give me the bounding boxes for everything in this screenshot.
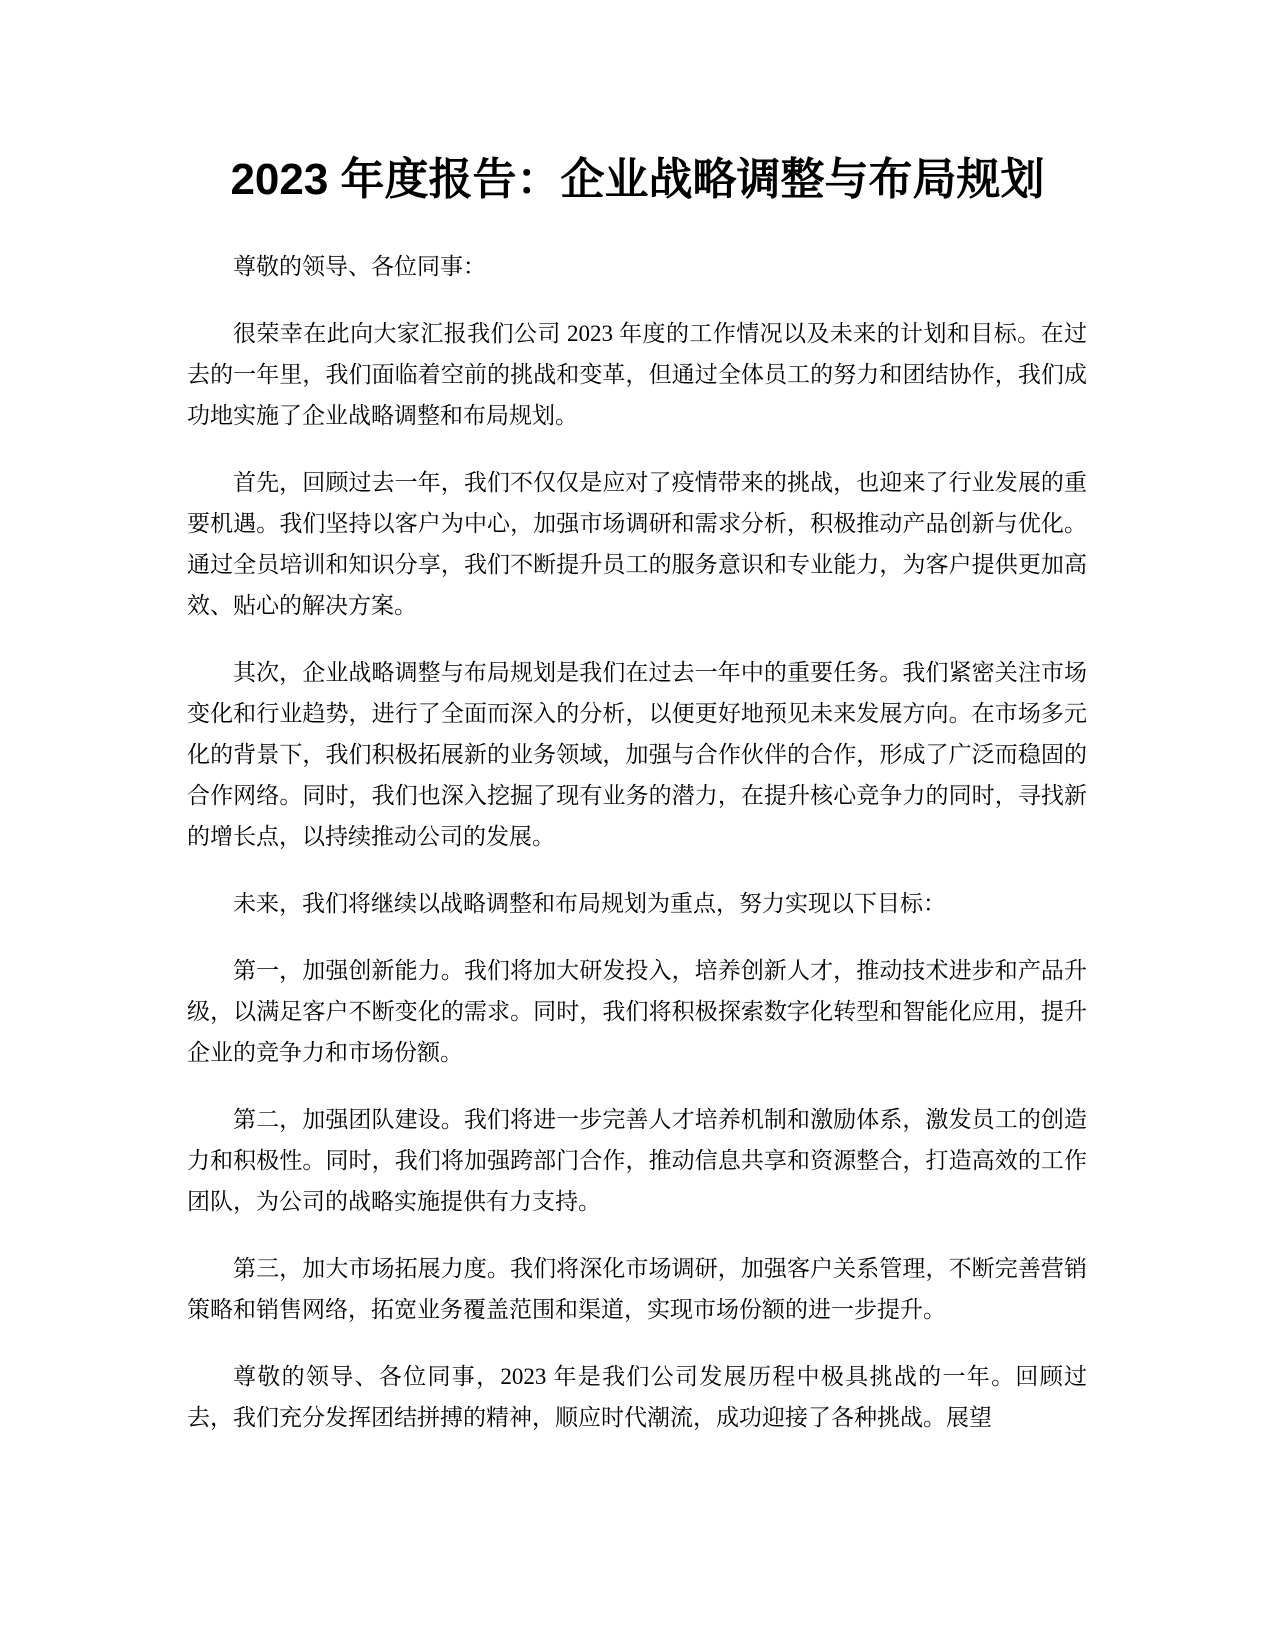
- paragraph-goal-innovation: 第一，加强创新能力。我们将加大研发投入，培养创新人才，推动技术进步和产品升级，以满足客户不断变化的需求。同时，我们将积极探索数字化转型和智能化应用，提升企业的竞争力和市场份额。: [187, 958, 1087, 1065]
- paragraph-goal-market: 第三，加大市场拓展力度。我们将深化市场调研，加强客户关系管理，不断完善营销策略和销售网络，拓宽业务覆盖范围和渠道，实现市场份额的进一步提升。: [187, 1256, 1087, 1322]
- paragraph-strategy: 其次，企业战略调整与布局规划是我们在过去一年中的重要任务。我们紧密关注市场变化和行业趋势，进行了全面而深入的分析，以便更好地预见未来发展方向。在市场多元化的背景下，我们积极拓展新的业务领域，加强与合作伙伴的合作，形成了广泛而稳固的合作网络。同时，我们也深入挖掘了现有业务的潜力，在提升核心竞争力的同时，寻找新的增长点，以持续推动公司的发展。: [187, 660, 1087, 849]
- document-body: [187, 246, 1087, 1464]
- paragraph-salutation: 尊敬的领导、各位同事：: [233, 254, 486, 279]
- paragraph-goal-team: 第二，加强团队建设。我们将进一步完善人才培养机制和激励体系，激发员工的创造力和积极性。同时，我们将加强跨部门合作，推动信息共享和资源整合，打造高效的工作团队，为公司的战略实施提供有力支持。: [187, 1107, 1087, 1214]
- document-title: 2023 年度报告：企业战略调整与布局规划: [230, 155, 1045, 204]
- paragraph-review: 首先，回顾过去一年，我们不仅仅是应对了疫情带来的挑战，也迎来了行业发展的重要机遇。我们坚持以客户为中心，加强市场调研和需求分析，积极推动产品创新与优化。通过全员培训和知识分享，我们不断提升员工的服务意识和专业能力，为客户提供更加高效、贴心的解决方案。: [187, 470, 1087, 618]
- paragraph-goals-intro: 未来，我们将继续以战略调整和布局规划为重点，努力实现以下目标：: [233, 891, 946, 916]
- paragraph-closing: 尊敬的领导、各位同事，2023 年是我们公司发展历程中极具挑战的一年。回顾过去，我们充分发挥团结拼搏的精神，顺应时代潮流，成功迎接了各种挑战。展望: [187, 1364, 1087, 1430]
- paragraph-intro: 很荣幸在此向大家汇报我们公司 2023 年度的工作情况以及未来的计划和目标。在过去的一年里，我们面临着空前的挑战和变革，但通过全体员工的努力和团结协作，我们成功地实施了企业战略调整和布局规划。: [187, 321, 1087, 428]
